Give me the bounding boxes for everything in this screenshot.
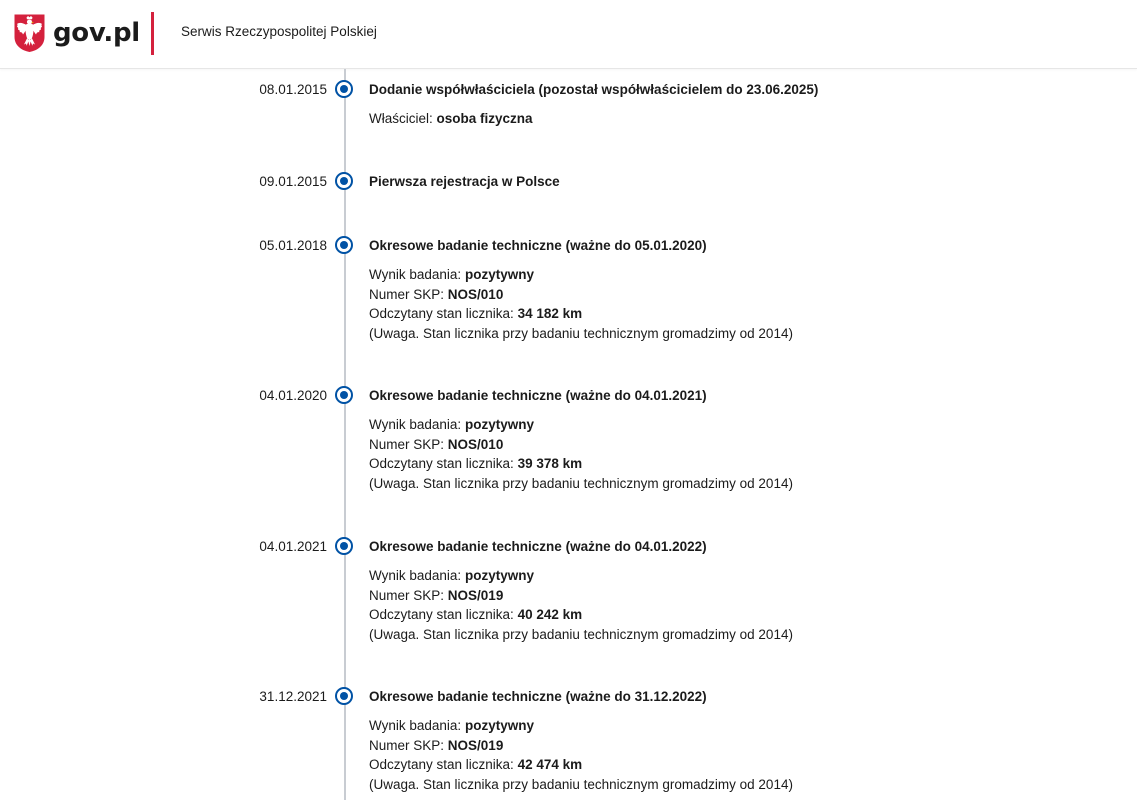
odometer-value: 39 378 km bbox=[517, 456, 583, 472]
event-details bbox=[369, 265, 793, 343]
result-row bbox=[369, 415, 793, 435]
odometer-value: 42 474 km bbox=[517, 757, 583, 773]
odometer-row bbox=[369, 605, 793, 625]
skp-label: Numer SKP: bbox=[369, 286, 445, 302]
event-date: 04.01.2021 bbox=[259, 539, 327, 554]
odometer-label: Odczytany stan licznika: bbox=[369, 757, 514, 773]
odometer-label: Odczytany stan licznika: bbox=[369, 456, 514, 472]
owner-value: osoba fizyczna bbox=[436, 111, 533, 126]
result-value: pozytywny bbox=[464, 568, 534, 583]
odometer-row bbox=[369, 304, 793, 324]
event-details bbox=[369, 415, 793, 493]
odometer-note: (Uwaga. Stan licznika przy badaniu technicznym gromadzimy od 2014) bbox=[369, 776, 793, 792]
timeline-dot-icon bbox=[335, 80, 353, 98]
skp-value: NOS/019 bbox=[447, 587, 504, 603]
event-title: Okresowe badanie techniczne (ważne do 04.01.2022) bbox=[369, 539, 707, 554]
odometer-note: (Uwaga. Stan licznika przy badaniu technicznym gromadzimy od 2014) bbox=[369, 475, 793, 491]
event-title: Okresowe badanie techniczne (ważne do 04.01.2021) bbox=[369, 388, 707, 403]
result-label: Wynik badania: bbox=[369, 718, 462, 733]
owner-row bbox=[369, 109, 533, 129]
event-title: Okresowe badanie techniczne (ważne do 05.01.2020) bbox=[369, 238, 707, 253]
vehicle-history-timeline bbox=[0, 69, 1137, 800]
odometer-row bbox=[369, 454, 793, 474]
result-row bbox=[369, 265, 793, 285]
header-divider bbox=[151, 12, 154, 55]
timeline-dot-icon bbox=[335, 386, 353, 404]
odometer-label: Odczytany stan licznika: bbox=[369, 306, 514, 322]
event-title: Okresowe badanie techniczne (ważne do 31.12.2022) bbox=[369, 689, 707, 704]
skp-value: NOS/019 bbox=[447, 737, 504, 753]
logo-text: gov.pl bbox=[53, 18, 140, 48]
odometer-value: 40 242 km bbox=[517, 607, 583, 623]
skp-label: Numer SKP: bbox=[369, 737, 445, 753]
event-details bbox=[369, 716, 793, 794]
odometer-row bbox=[369, 755, 793, 775]
owner-label: Właściciel: bbox=[369, 111, 433, 126]
gov-pl-home-link[interactable] bbox=[13, 13, 140, 53]
skp-row bbox=[369, 285, 793, 305]
result-row bbox=[369, 566, 793, 586]
result-label: Wynik badania: bbox=[369, 568, 462, 583]
result-row bbox=[369, 716, 793, 736]
polish-eagle-emblem-icon bbox=[13, 13, 46, 53]
event-title: Dodanie współwłaściciela (pozostał współwłaścicielem do 23.06.2025) bbox=[369, 82, 819, 97]
timeline-dot-icon bbox=[335, 236, 353, 254]
event-date: 05.01.2018 bbox=[259, 238, 327, 253]
skp-value: NOS/010 bbox=[447, 286, 504, 302]
result-value: pozytywny bbox=[464, 267, 534, 282]
event-details bbox=[369, 566, 793, 644]
result-label: Wynik badania: bbox=[369, 417, 462, 432]
result-value: pozytywny bbox=[464, 718, 534, 733]
skp-row bbox=[369, 736, 793, 756]
skp-label: Numer SKP: bbox=[369, 587, 445, 603]
odometer-label: Odczytany stan licznika: bbox=[369, 607, 514, 623]
result-value: pozytywny bbox=[464, 417, 534, 432]
skp-row bbox=[369, 435, 793, 455]
event-date: 31.12.2021 bbox=[259, 689, 327, 704]
skp-label: Numer SKP: bbox=[369, 436, 445, 452]
timeline-dot-icon bbox=[335, 172, 353, 190]
result-label: Wynik badania: bbox=[369, 267, 462, 282]
timeline-dot-icon bbox=[335, 687, 353, 705]
service-name: Serwis Rzeczypospolitej Polskiej bbox=[181, 24, 377, 39]
skp-row bbox=[369, 586, 793, 606]
odometer-note: (Uwaga. Stan licznika przy badaniu technicznym gromadzimy od 2014) bbox=[369, 325, 793, 341]
timeline-dot-icon bbox=[335, 537, 353, 555]
odometer-note: (Uwaga. Stan licznika przy badaniu technicznym gromadzimy od 2014) bbox=[369, 626, 793, 642]
event-date: 09.01.2015 bbox=[259, 174, 327, 189]
event-date: 08.01.2015 bbox=[259, 82, 327, 97]
site-header bbox=[0, 0, 1137, 69]
skp-value: NOS/010 bbox=[447, 436, 504, 452]
event-details bbox=[369, 109, 533, 129]
event-title: Pierwsza rejestracja w Polsce bbox=[369, 174, 560, 189]
odometer-value: 34 182 km bbox=[517, 306, 583, 322]
event-date: 04.01.2020 bbox=[259, 388, 327, 403]
